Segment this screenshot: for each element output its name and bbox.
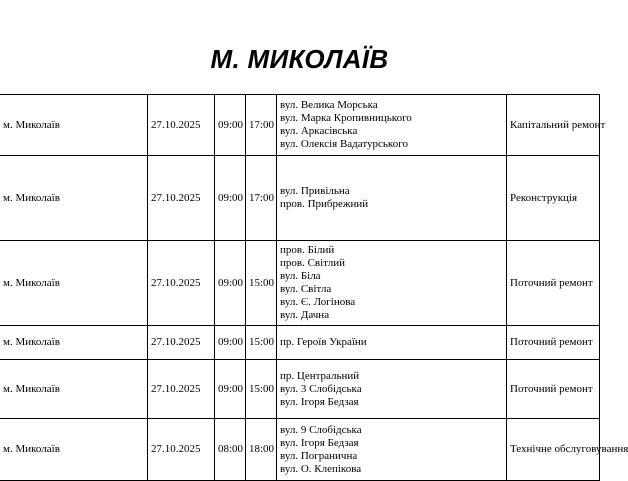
start-time-cell: 09:00 (215, 95, 246, 156)
date-cell: 27.10.2025 (148, 419, 215, 481)
city-cell: м. Миколаїв (0, 360, 148, 419)
street-item: вул. Привільна (280, 185, 350, 197)
street-item: вул. Велика Морська (280, 99, 378, 111)
streets-cell (277, 156, 507, 241)
date-cell: 27.10.2025 (148, 326, 215, 360)
streets-cell (277, 419, 507, 481)
streets-cell (277, 326, 507, 360)
streets-cell (277, 360, 507, 419)
street-item: пр. Центральний (280, 369, 360, 382)
street-item: вул. Погранична (280, 449, 358, 462)
start-time-cell: 09:00 (215, 156, 246, 241)
street-item: пров. Прибрежний (280, 198, 369, 210)
date-cell: 27.10.2025 (148, 360, 215, 419)
table-row (0, 326, 600, 360)
end-time-cell: 15:00 (246, 326, 277, 360)
city-cell: м. Миколаїв (0, 95, 148, 156)
city-cell: м. Миколаїв (0, 419, 148, 481)
work-type-cell: Капітальний ремонт (507, 95, 600, 156)
street-item: вул. Ігоря Бедзая (280, 436, 359, 449)
street-item: вул. Олексія Вадатурського (280, 138, 408, 150)
date-cell: 27.10.2025 (148, 241, 215, 326)
work-type-cell: Поточний ремонт (507, 360, 600, 419)
streets-cell (277, 241, 507, 326)
street-item: вул. 3 Слобідська (280, 382, 362, 395)
work-type-cell: Реконструкція (507, 156, 600, 241)
street-item: вул. Ігоря Бедзая (280, 395, 359, 408)
table-row (0, 95, 600, 156)
end-time-cell: 17:00 (246, 95, 277, 156)
street-item: пров. Білий (280, 244, 335, 256)
street-item: пр. Героїв України (280, 336, 367, 348)
work-type-cell: Технічне обслуговування (507, 419, 600, 481)
city-cell: м. Миколаїв (0, 156, 148, 241)
outage-schedule-table (0, 94, 628, 481)
table-row (0, 360, 600, 419)
table-row (0, 419, 600, 481)
work-type-cell: Поточний ремонт (507, 326, 600, 360)
date-cell: 27.10.2025 (148, 95, 215, 156)
street-item: вул. Дачна (280, 309, 330, 321)
end-time-cell: 15:00 (246, 241, 277, 326)
city-cell: м. Миколаїв (0, 326, 148, 360)
street-item: вул. Марка Кропивницького (280, 112, 412, 124)
start-time-cell: 08:00 (215, 419, 246, 481)
street-item: вул. 9 Слобідська (280, 423, 362, 436)
street-item: вул. Аркасівська (280, 125, 358, 137)
end-time-cell: 17:00 (246, 156, 277, 241)
street-item: вул. Світла (280, 283, 332, 295)
street-item: вул. Є. Логінова (280, 296, 356, 308)
start-time-cell: 09:00 (215, 360, 246, 419)
work-type-cell: Поточний ремонт (507, 241, 600, 326)
date-cell: 27.10.2025 (148, 156, 215, 241)
start-time-cell: 09:00 (215, 241, 246, 326)
table-row (0, 156, 600, 241)
end-time-cell: 15:00 (246, 360, 277, 419)
streets-cell (277, 95, 507, 156)
street-item: вул. Біла (280, 270, 321, 282)
page-title: М. МИКОЛАЇВ (210, 44, 389, 74)
end-time-cell: 18:00 (246, 419, 277, 481)
table-row (0, 241, 600, 326)
city-cell: м. Миколаїв (0, 241, 148, 326)
street-item: пров. Світлий (280, 257, 345, 269)
street-item: вул. О. Клепікова (280, 462, 362, 475)
start-time-cell: 09:00 (215, 326, 246, 360)
